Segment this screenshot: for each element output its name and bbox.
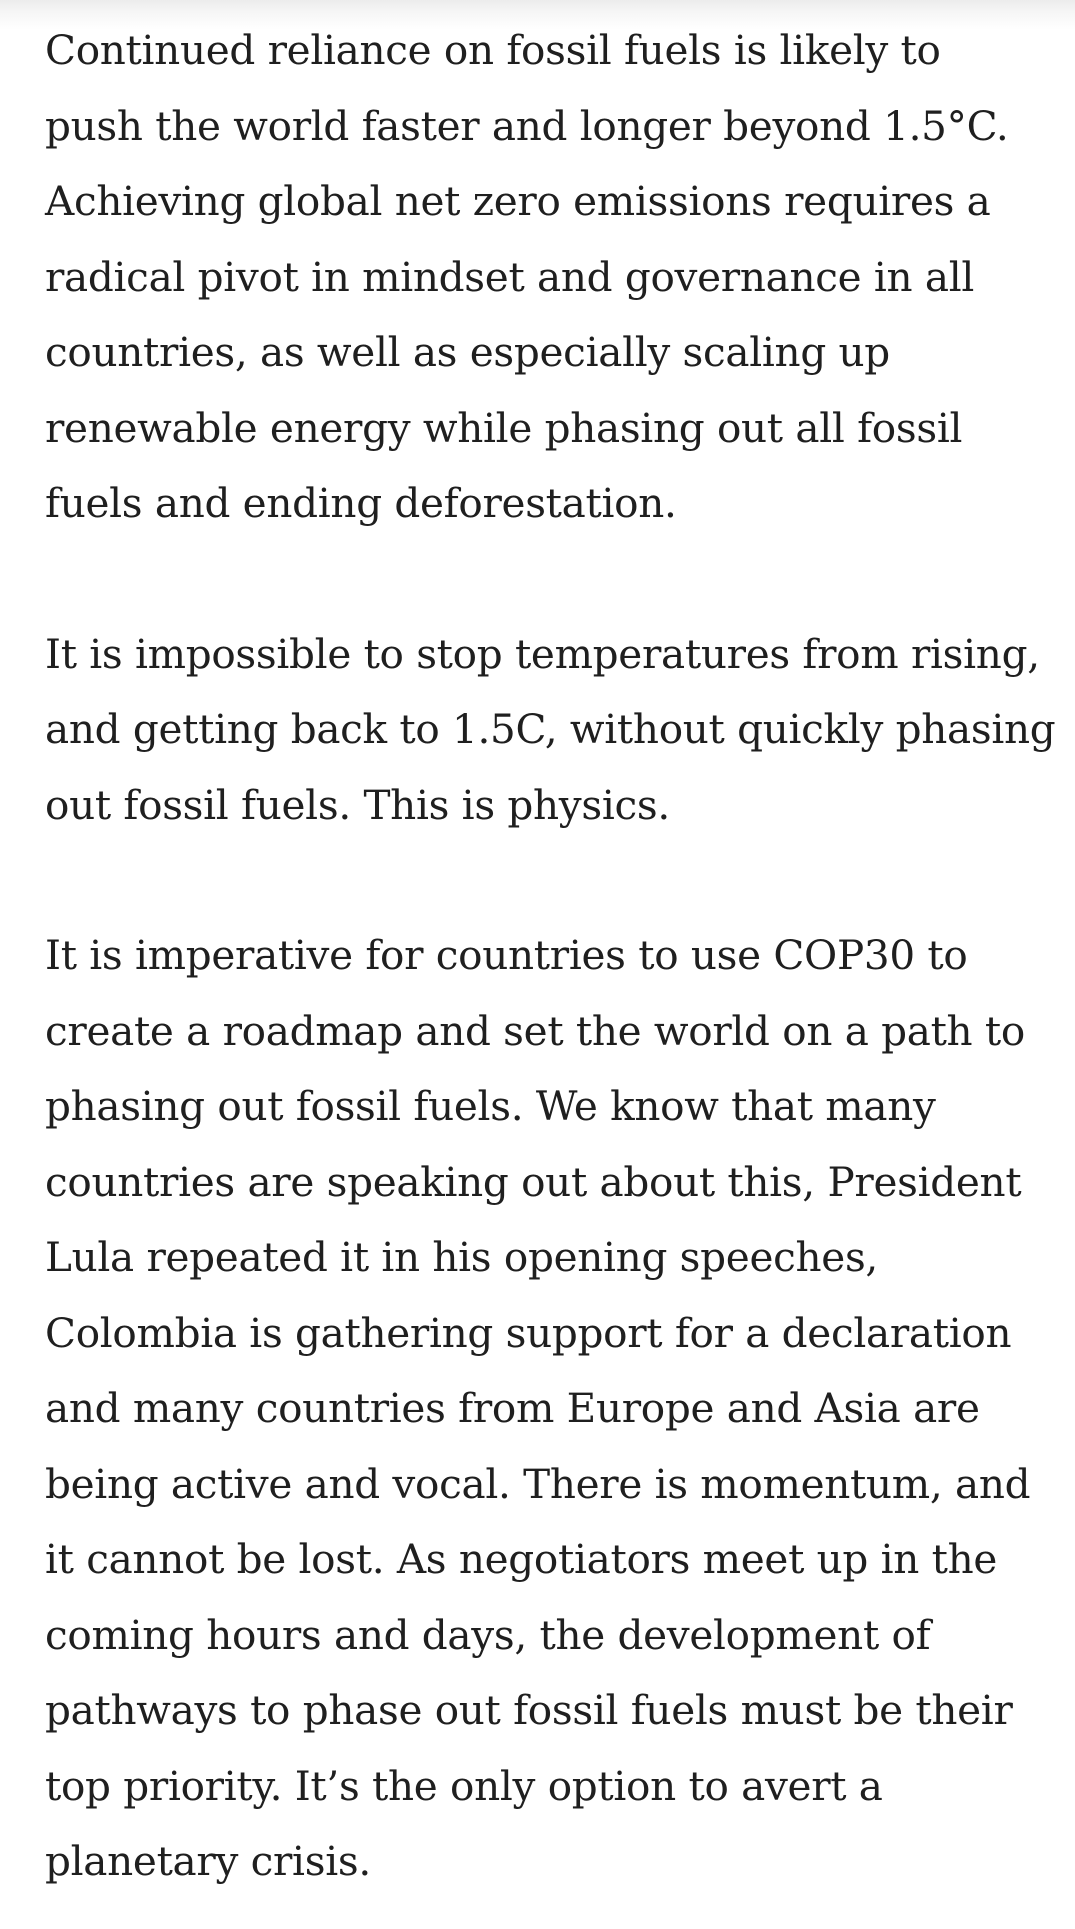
text-line: planetary crisis.	[45, 1837, 371, 1885]
text-line: radical pivot in mindset and governance in all	[45, 252, 975, 301]
text-line: Colombia is gathering support for a declaration	[45, 1308, 1012, 1357]
text-line: It is imperative for countries to use COP30 to	[45, 931, 968, 979]
text-line: push the world faster and longer beyond 1.5°C.	[45, 101, 1009, 150]
text-line: countries are speaking out about this, President	[45, 1157, 1022, 1206]
text-line: and getting back to 1.5C, without quickly phasing	[45, 705, 1056, 753]
article-body	[45, 13, 1055, 1900]
text-line: Achieving global net zero emissions requires a	[45, 177, 991, 225]
text-line: coming hours and days, the development of	[45, 1610, 931, 1659]
text-line: top priority. It’s the only option to avert a	[45, 1761, 883, 1810]
text-line: it cannot be lost. As negotiators meet up in the	[45, 1535, 998, 1583]
text-line: pathways to phase out fossil fuels must be their	[45, 1686, 1013, 1734]
text-line: being active and vocal. There is momentum, and	[45, 1459, 1031, 1508]
text-line: Continued reliance on fossil fuels is likely to	[45, 26, 941, 74]
text-line: renewable energy while phasing out all fossil	[45, 403, 963, 452]
paragraph-fossil-reliance	[45, 13, 1055, 542]
text-line: create a roadmap and set the world on a path to	[45, 1006, 1025, 1055]
text-line: fuels and ending deforestation.	[45, 479, 677, 527]
text-line: and many countries from Europe and Asia are	[45, 1384, 980, 1432]
text-line: It is impossible to stop temperatures from rising,	[45, 629, 1040, 678]
text-line: out fossil fuels. This is physics.	[45, 780, 670, 829]
text-line: phasing out fossil fuels. We know that many	[45, 1082, 936, 1130]
paragraph-cop30-roadmap	[45, 918, 1055, 1900]
text-line: countries, as well as especially scaling up	[45, 328, 890, 376]
paragraph-physics	[45, 617, 1055, 844]
text-line: Lula repeated it in his opening speeches,	[45, 1233, 878, 1281]
